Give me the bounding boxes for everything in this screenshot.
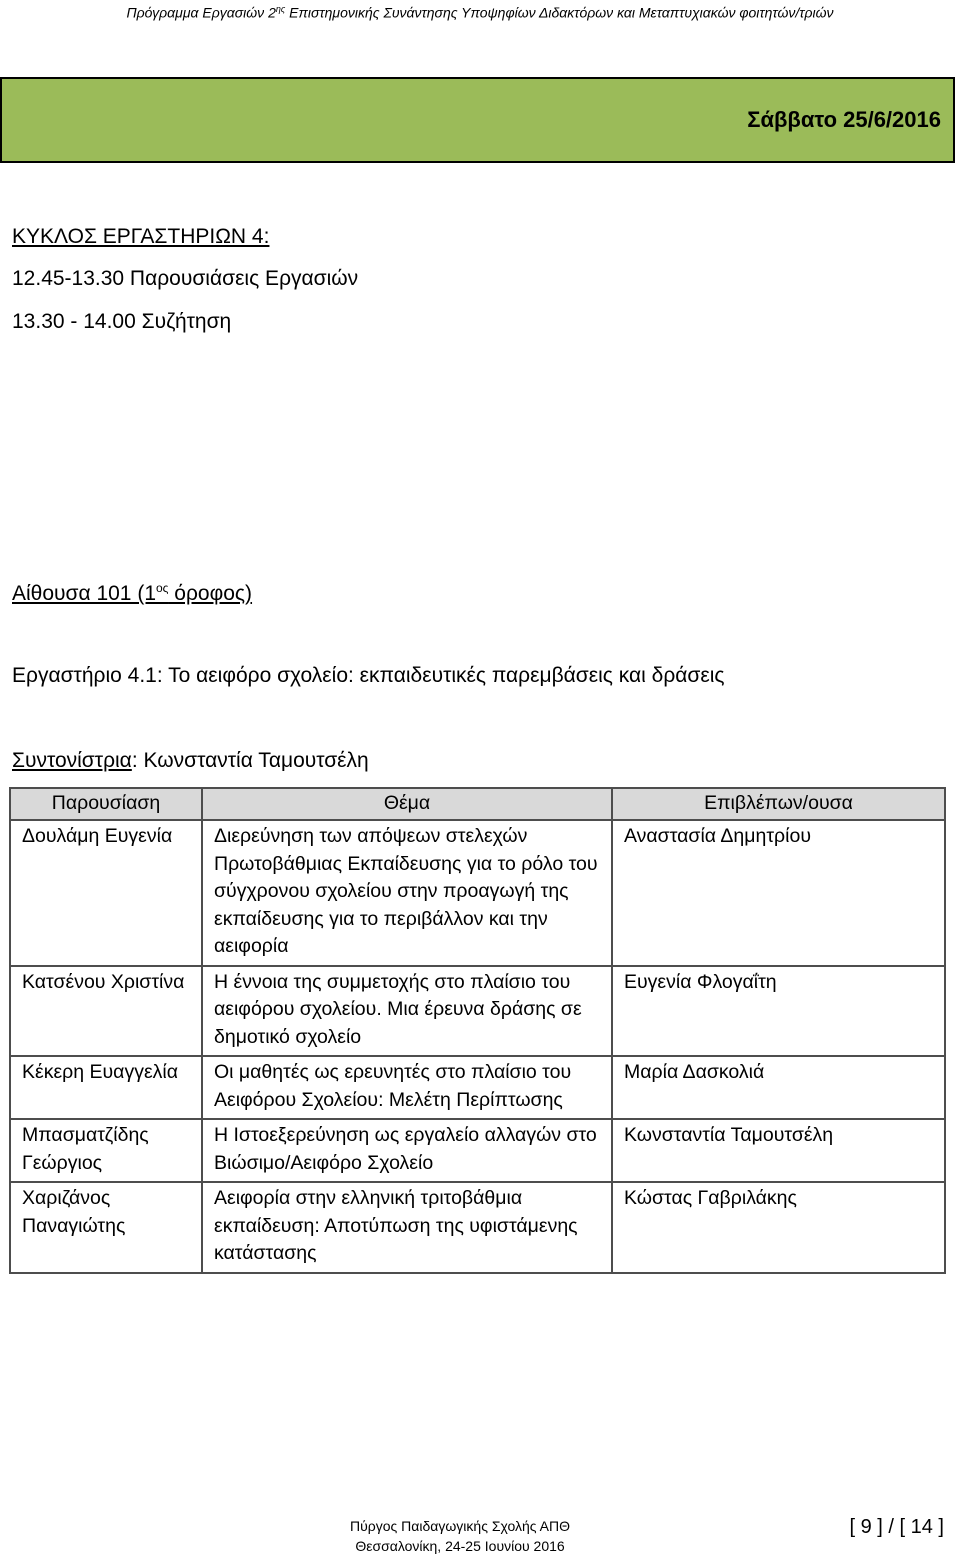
topic-cell: Η Ιστοεξερεύνηση ως εργαλείο αλλαγών στο Βιώσιμο/Αειφόρο Σχολείο — [202, 1119, 612, 1182]
header-topic: Θέμα — [202, 788, 612, 820]
room-suffix: όροφος) — [168, 582, 253, 605]
topic-cell: Αειφορία στην ελληνική τριτοβάθμια εκπαίδευση: Αποτύπωση της υφιστάμενης κατάστασης — [202, 1182, 612, 1273]
table-row — [10, 1056, 945, 1119]
table-row — [10, 820, 945, 966]
topic-cell: Οι μαθητές ως ερευνητές στο πλαίσιο του Αειφόρου Σχολείου: Μελέτη Περίπτωσης — [202, 1056, 612, 1119]
room-superscript: ος — [156, 581, 169, 595]
workshop-title: Εργαστήριο 4.1: Το αειφόρο σχολείο: εκπαιδευτικές παρεμβάσεις και δράσεις — [12, 664, 725, 687]
header-suffix: Επιστημονικής Συνάντησης Υποψηφίων Διδακτόρων και Μεταπτυχιακών φοιτητών/τριών — [285, 4, 834, 21]
supervisor-cell: Μαρία Δασκολιά — [612, 1056, 945, 1119]
header-prefix: Πρόγραμμα Εργασιών 2 — [126, 4, 276, 21]
date-banner — [0, 77, 955, 163]
supervisor-cell: Κωνσταντία Ταμουτσέλη — [612, 1119, 945, 1182]
topic-cell: Διερεύνηση των απόψεων στελεχών Πρωτοβάθμιας Εκπαίδευσης για το ρόλο του σύγχρονου σχολείου στην προαγωγή της εκπαίδευσης για το περιβάλλον και την αειφορία — [202, 820, 612, 966]
coordinator-label: Συντονίστρια — [12, 749, 132, 772]
date-label: Σάββατο 25/6/2016 — [747, 107, 941, 132]
coordinator-line — [12, 748, 369, 774]
table-row — [10, 966, 945, 1057]
supervisor-cell: Κώστας Γαβριλάκης — [612, 1182, 945, 1273]
presenter-cell: Μπασματζίδης Γεώργιος — [10, 1119, 202, 1182]
room-line — [12, 575, 252, 607]
cycle-title: ΚΥΚΛΟΣ ΕΡΓΑΣΤΗΡΙΩΝ 4: — [12, 225, 270, 248]
coordinator-separator: : — [131, 749, 144, 772]
presenter-cell: Κατσένου Χριστίνα — [10, 966, 202, 1057]
page-number: [ 9 ] / [ 14 ] — [849, 1516, 944, 1538]
header-presentation: Παρουσίαση — [10, 788, 202, 820]
footer-venue: Πύργος Παιδαγωγικής Σχολής ΑΠΘ — [350, 1518, 570, 1534]
running-header — [0, 0, 960, 22]
coordinator-name: Κωνσταντία Ταμουτσέλη — [143, 749, 369, 772]
presenter-cell: Χαριζάνος Παναγιώτης — [10, 1182, 202, 1273]
topic-cell: Η έννοια της συμμετοχής στο πλαίσιο του αειφόρου σχολείου. Μια έρευνα δράσης σε δημοτικό σχολείο — [202, 966, 612, 1057]
schedule-table — [9, 787, 946, 1274]
presenter-cell: Δουλάμη Ευγενία — [10, 820, 202, 966]
table-header-row — [10, 788, 945, 820]
header-superscript: ης — [275, 4, 286, 14]
presenter-cell: Κέκερη Ευαγγελία — [10, 1056, 202, 1119]
table-row — [10, 1119, 945, 1182]
supervisor-cell: Αναστασία Δημητρίου — [612, 820, 945, 966]
header-supervisor: Επιβλέπων/ουσα — [612, 788, 945, 820]
supervisor-cell: Ευγενία Φλογαΐτη — [612, 966, 945, 1057]
time-slot-discussion: 13.30 - 14.00 Συζήτηση — [12, 310, 232, 333]
time-slot-presentations: 12.45-13.30 Παρουσιάσεις Εργασιών — [12, 267, 359, 290]
table-row — [10, 1182, 945, 1273]
footer-date: Θεσσαλονίκη, 24-25 Ιουνίου 2016 — [355, 1538, 565, 1554]
room-prefix: Αίθουσα 101 (1 — [12, 582, 156, 605]
